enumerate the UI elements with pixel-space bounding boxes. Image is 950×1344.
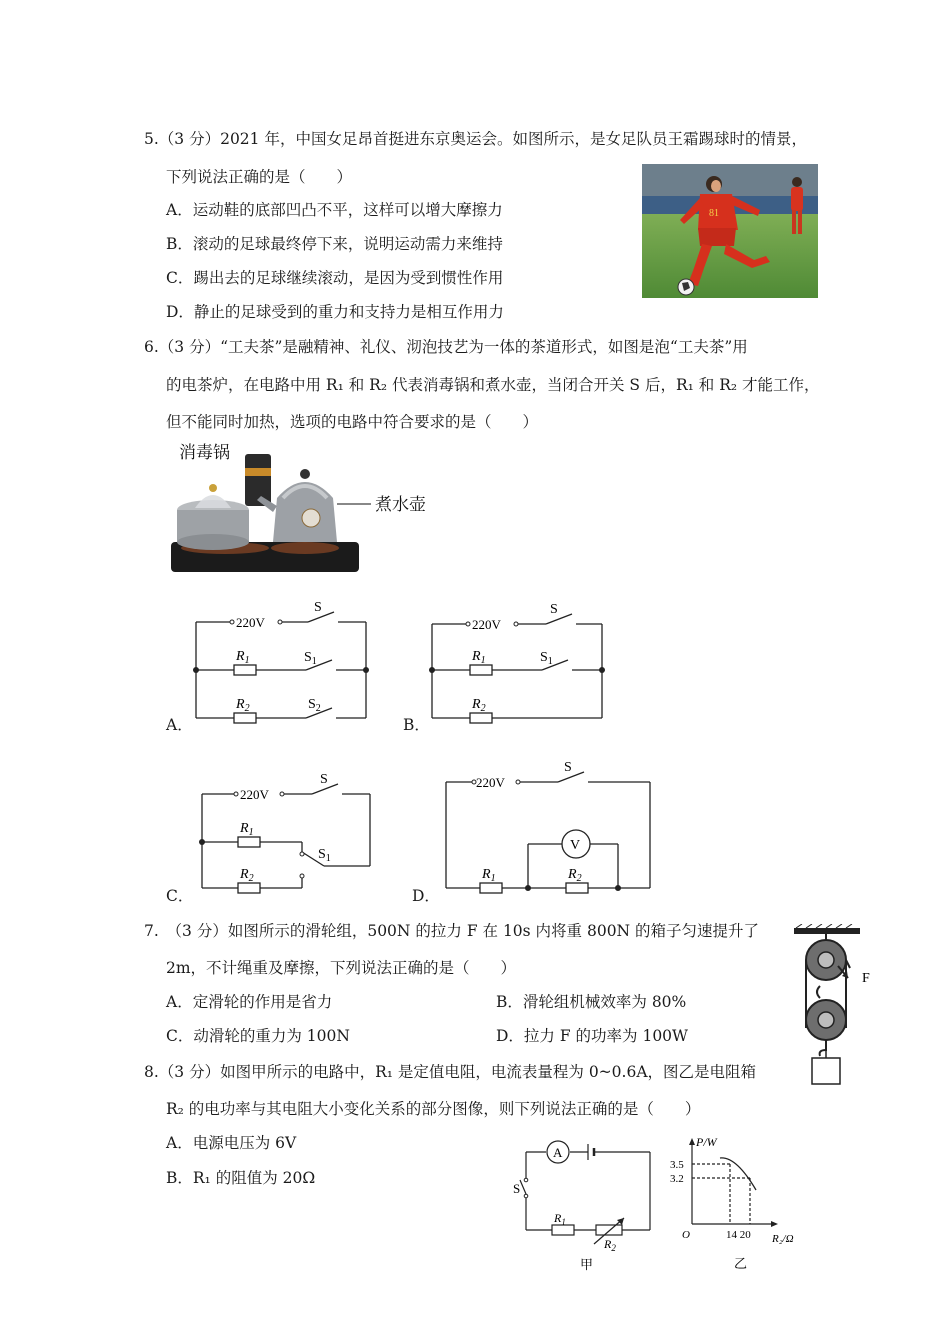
circuit-jia — [508, 1136, 658, 1276]
tea-stove-photo — [165, 438, 445, 576]
voltage-label: 220V — [476, 775, 505, 790]
r2-sub: 2 — [480, 703, 486, 714]
r2-sub: 2 — [244, 703, 250, 714]
voltmeter-label: V — [570, 838, 581, 853]
switch-s-label: S — [320, 772, 328, 787]
q7-option-c: C．动滑轮的重力为 100N — [166, 1027, 350, 1045]
q7-option-a: A．定滑轮的作用是省力 — [166, 993, 333, 1011]
svg-text:R1 — [239, 821, 254, 838]
r2-letter: R — [604, 1237, 612, 1251]
svg-text:R2 — [235, 697, 250, 714]
q7-line2: 2m，不计绳重及摩擦，下列说法正确的是（ ） — [166, 959, 517, 977]
q5-option-d: D．静止的足球受到的重力和支持力是相互作用力 — [166, 303, 504, 321]
q5-line2: 下列说法正确的是（ ） — [166, 168, 353, 186]
svg-text:R2 — [239, 867, 254, 884]
svg-text:R1 — [481, 867, 496, 884]
option-c-label: C． — [166, 887, 194, 905]
y-tick-3-5: 3.5 — [670, 1159, 684, 1171]
s1-sub: 1 — [311, 656, 317, 667]
r1-sub: 1 — [480, 655, 486, 666]
caption-yi: 乙 — [734, 1256, 748, 1271]
r1-letter: R — [472, 649, 481, 664]
switch-s-label: S — [564, 760, 572, 775]
force-f-label: F — [862, 971, 870, 986]
svg-text:S1 — [318, 847, 331, 864]
q7-option-b: B．滑轮组机械效率为 80% — [496, 993, 687, 1011]
r2-sub: 2 — [611, 1243, 616, 1253]
r1-sub: 1 — [248, 827, 254, 838]
voltage-label: 220V — [240, 787, 269, 802]
option-b-label: B． — [403, 716, 430, 734]
switch-s-label: S — [513, 1181, 521, 1196]
q6-line2: 的电茶炉，在电路中用 R₁ 和 R₂ 代表消毒锅和煮水壶，当闭合开关 S 后，R₁ 和 R₂ 才能工作， — [166, 376, 820, 394]
q6-line1: 6.（3 分）“工夫茶”是融精神、礼仪、沏泡技艺为一体的茶道形式，如图是泡“工夫茶”用 — [144, 338, 748, 356]
s1-letter: S — [540, 650, 548, 665]
circuit-a — [188, 598, 378, 728]
svg-text:S1 — [304, 650, 317, 667]
r2-sub: 2 — [248, 873, 254, 884]
r2-letter: R — [236, 697, 245, 712]
svg-text:R2 — [567, 867, 582, 884]
pulley-diagram — [790, 924, 880, 1088]
svg-text:R1 — [553, 1211, 566, 1227]
circuit-b — [424, 598, 614, 728]
svg-text:R2 — [603, 1237, 616, 1253]
r2-letter: R — [472, 697, 481, 712]
caption-jia: 甲 — [580, 1257, 594, 1272]
q7-line1: 7. （3 分）如图所示的滑轮组，500N 的拉力 F 在 10s 内将重 800N 的箱子匀速提升了 — [144, 922, 760, 940]
x-ticks: 14 20 — [726, 1229, 751, 1241]
r1-letter: R — [482, 867, 491, 882]
q6-line3: 但不能同时加热，选项的电路中符合要求的是（ ） — [166, 413, 539, 431]
q5-option-b: B．滚动的足球最终停下来，说明运动需力来维持 — [166, 235, 503, 253]
jersey-number: 81 — [709, 208, 719, 219]
label-kettle: 煮水壶 — [375, 495, 426, 514]
q8-option-a: A．电源电压为 6V — [166, 1134, 297, 1152]
q5-option-c: C．踢出去的足球继续滚动，是因为受到惯性作用 — [166, 269, 504, 287]
q5-line1: 5.（3 分）2021 年，中国女足昂首挺进东京奥运会。如图所示，是女足队员王霜踢球时的情景， — [144, 130, 807, 148]
label-sterilizer: 消毒锅 — [179, 443, 230, 462]
r1-letter: R — [554, 1211, 562, 1225]
s1-sub: 1 — [547, 656, 553, 667]
r1-sub: 1 — [561, 1217, 566, 1227]
q8-line1: 8.（3 分）如图甲所示的电路中，R₁ 是定值电阻，电流表量程为 0~0.6A，图乙是电阻箱 — [144, 1063, 757, 1081]
circuit-d — [436, 758, 660, 896]
r1-letter: R — [236, 649, 245, 664]
s2-letter: S — [308, 697, 316, 712]
s2-sub: 2 — [315, 703, 321, 714]
r2-letter: R — [240, 867, 249, 882]
option-d-label: D． — [412, 887, 440, 905]
r2-letter: R — [568, 867, 577, 882]
q8-option-b: B．R₁ 的阻值为 20Ω — [166, 1169, 316, 1187]
s1-letter: S — [318, 847, 326, 862]
svg-text:S2 — [308, 697, 321, 714]
q8-line2: R₂ 的电功率与其电阻大小变化关系的部分图像，则下列说法正确的是（ ） — [166, 1100, 701, 1118]
svg-text:R1 — [471, 649, 486, 666]
switch-s-label: S — [314, 600, 322, 615]
s1-sub: 1 — [325, 853, 331, 864]
q7-option-d: D．拉力 F 的功率为 100W — [496, 1027, 688, 1045]
ammeter-label: A — [553, 1145, 563, 1160]
y-tick-3-2: 3.2 — [670, 1173, 684, 1185]
football-player-photo — [642, 164, 818, 298]
option-a-label: A． — [166, 716, 193, 734]
svg-text:S1 — [540, 650, 553, 667]
r1-sub: 1 — [490, 873, 496, 884]
circuit-c — [192, 768, 382, 898]
voltage-label: 220V — [236, 615, 265, 630]
r2-sub: 2 — [576, 873, 582, 884]
q5-option-a: A．运动鞋的底部凹凸不平，这样可以增大摩擦力 — [166, 201, 503, 219]
svg-text:R1 — [235, 649, 250, 666]
origin-label: O — [682, 1229, 690, 1241]
y-axis-label: P/W — [696, 1135, 717, 1149]
svg-text:R2 — [471, 697, 486, 714]
r1-sub: 1 — [244, 655, 250, 666]
s1-letter: S — [304, 650, 312, 665]
x-axis-label: R₂/Ω — [772, 1233, 794, 1245]
r1-letter: R — [240, 821, 249, 836]
graph-yi — [666, 1132, 816, 1276]
switch-s-label: S — [550, 602, 558, 617]
voltage-label: 220V — [472, 617, 501, 632]
